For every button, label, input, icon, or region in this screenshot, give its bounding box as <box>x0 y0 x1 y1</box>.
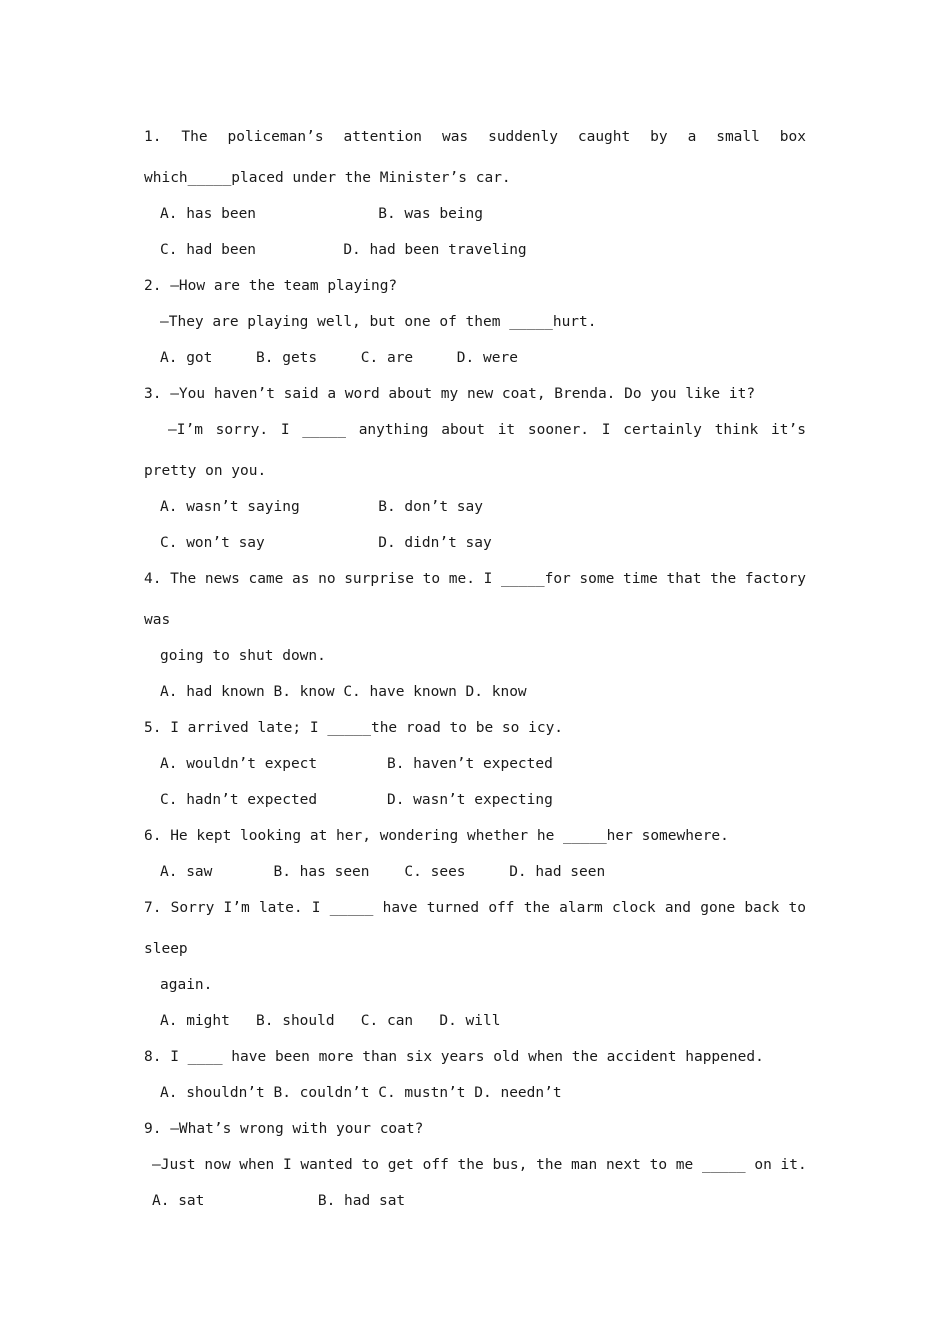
word: sorry. <box>215 422 269 438</box>
word: no <box>318 571 336 587</box>
word: attention <box>343 129 423 145</box>
question-1-stem <box>144 127 806 147</box>
question-2-options: A. got B. gets C. are D. were <box>160 350 518 366</box>
word: Sorry <box>170 900 215 916</box>
word: 7. <box>144 900 162 916</box>
word: 4. <box>144 571 162 587</box>
word: off <box>488 900 515 916</box>
question-4-stem-continued: was <box>144 612 171 628</box>
word: have <box>382 900 418 916</box>
word: was <box>441 129 469 145</box>
word: suddenly <box>488 129 558 145</box>
word: I <box>280 422 290 438</box>
word: by <box>650 129 668 145</box>
word: the <box>710 571 737 587</box>
question-3-reply-continued: pretty on you. <box>144 463 267 479</box>
question-9-stem: 9. —What’s wrong with your coat? <box>144 1121 424 1137</box>
word: it <box>497 422 516 438</box>
question-3-options-row-1: A. wasn’t saying B. don’t say <box>160 499 484 515</box>
question-8-options: A. shouldn’t B. couldn’t C. mustn’t D. needn’t <box>160 1085 562 1101</box>
question-5-options-row-2: C. hadn’t expected D. wasn’t expecting <box>160 792 553 808</box>
word: small <box>716 129 760 145</box>
word: _____ <box>329 900 374 916</box>
question-1-stem-continued: which_____placed under the Minister’s car. <box>144 170 511 186</box>
word: factory <box>744 571 806 587</box>
question-6-options: A. saw B. has seen C. sees D. had seen <box>160 864 606 880</box>
word: certainly <box>623 422 702 438</box>
word: The <box>181 129 208 145</box>
question-7-stem-continued-2: again. <box>160 977 213 993</box>
question-5-options-row-1: A. wouldn’t expect B. haven’t expected <box>160 756 553 772</box>
word: alarm <box>559 900 603 916</box>
word: turned <box>426 900 480 916</box>
word: The <box>170 571 197 587</box>
question-5-stem: 5. I arrived late; I _____the road to be so icy. <box>144 720 564 736</box>
question-3-reply <box>168 420 806 440</box>
word: —I’m <box>168 422 203 438</box>
question-7-options: A. might B. should C. can D. will <box>160 1013 501 1029</box>
word: gone <box>700 900 736 916</box>
word: about <box>441 422 485 438</box>
word: a <box>687 129 697 145</box>
word: late. <box>258 900 303 916</box>
word: surprise <box>344 571 415 587</box>
word: sooner. <box>527 422 590 438</box>
word: I <box>311 900 321 916</box>
question-7-stem <box>144 898 806 918</box>
word: caught <box>577 129 631 145</box>
question-1-options-row-1: A. has been B. was being <box>160 206 484 222</box>
word: me. <box>448 571 475 587</box>
question-9-options: A. sat B. had sat <box>152 1193 406 1209</box>
word: the <box>523 900 550 916</box>
question-2-stem: 2. —How are the team playing? <box>144 278 398 294</box>
word: _____for <box>500 571 571 587</box>
question-9-reply: —Just now when I wanted to get off the bus, the man next to me _____ on it. <box>152 1157 807 1173</box>
word: news <box>204 571 240 587</box>
question-6-stem: 6. He kept looking at her, wondering whether he _____her somewhere. <box>144 828 729 844</box>
word: to <box>422 571 441 587</box>
word: time <box>622 571 658 587</box>
word: policeman’s <box>227 129 324 145</box>
word: I’m <box>223 900 250 916</box>
word: to <box>788 900 806 916</box>
word: clock <box>611 900 656 916</box>
word: it’s <box>771 422 806 438</box>
word: box <box>779 129 806 145</box>
word: anything <box>358 422 429 438</box>
question-1-options-row-2: C. had been D. had been traveling <box>160 242 527 258</box>
word: and <box>664 900 692 916</box>
question-4-stem <box>144 569 806 589</box>
question-7-stem-continued: sleep <box>144 941 188 957</box>
word: I <box>483 571 493 587</box>
word: that <box>666 571 702 587</box>
question-4-stem-continued-2: going to shut down. <box>160 648 326 664</box>
word: as <box>292 571 310 587</box>
question-8-stem: 8. I ____ have been more than six years old when the accident happened. <box>144 1049 764 1065</box>
question-3-options-row-2: C. won’t say D. didn’t say <box>160 535 492 551</box>
word: I <box>601 422 611 438</box>
word: back <box>744 900 780 916</box>
question-4-options: A. had known B. know C. have known D. know <box>160 684 527 700</box>
word: 1. <box>144 129 162 145</box>
question-3-stem: 3. —You haven’t said a word about my new coat, Brenda. Do you like it? <box>144 386 756 402</box>
question-2-reply: —They are playing well, but one of them _____hurt. <box>160 314 597 330</box>
word: think <box>714 422 759 438</box>
word: came <box>248 571 284 587</box>
word: some <box>579 571 615 587</box>
word: _____ <box>302 422 346 438</box>
